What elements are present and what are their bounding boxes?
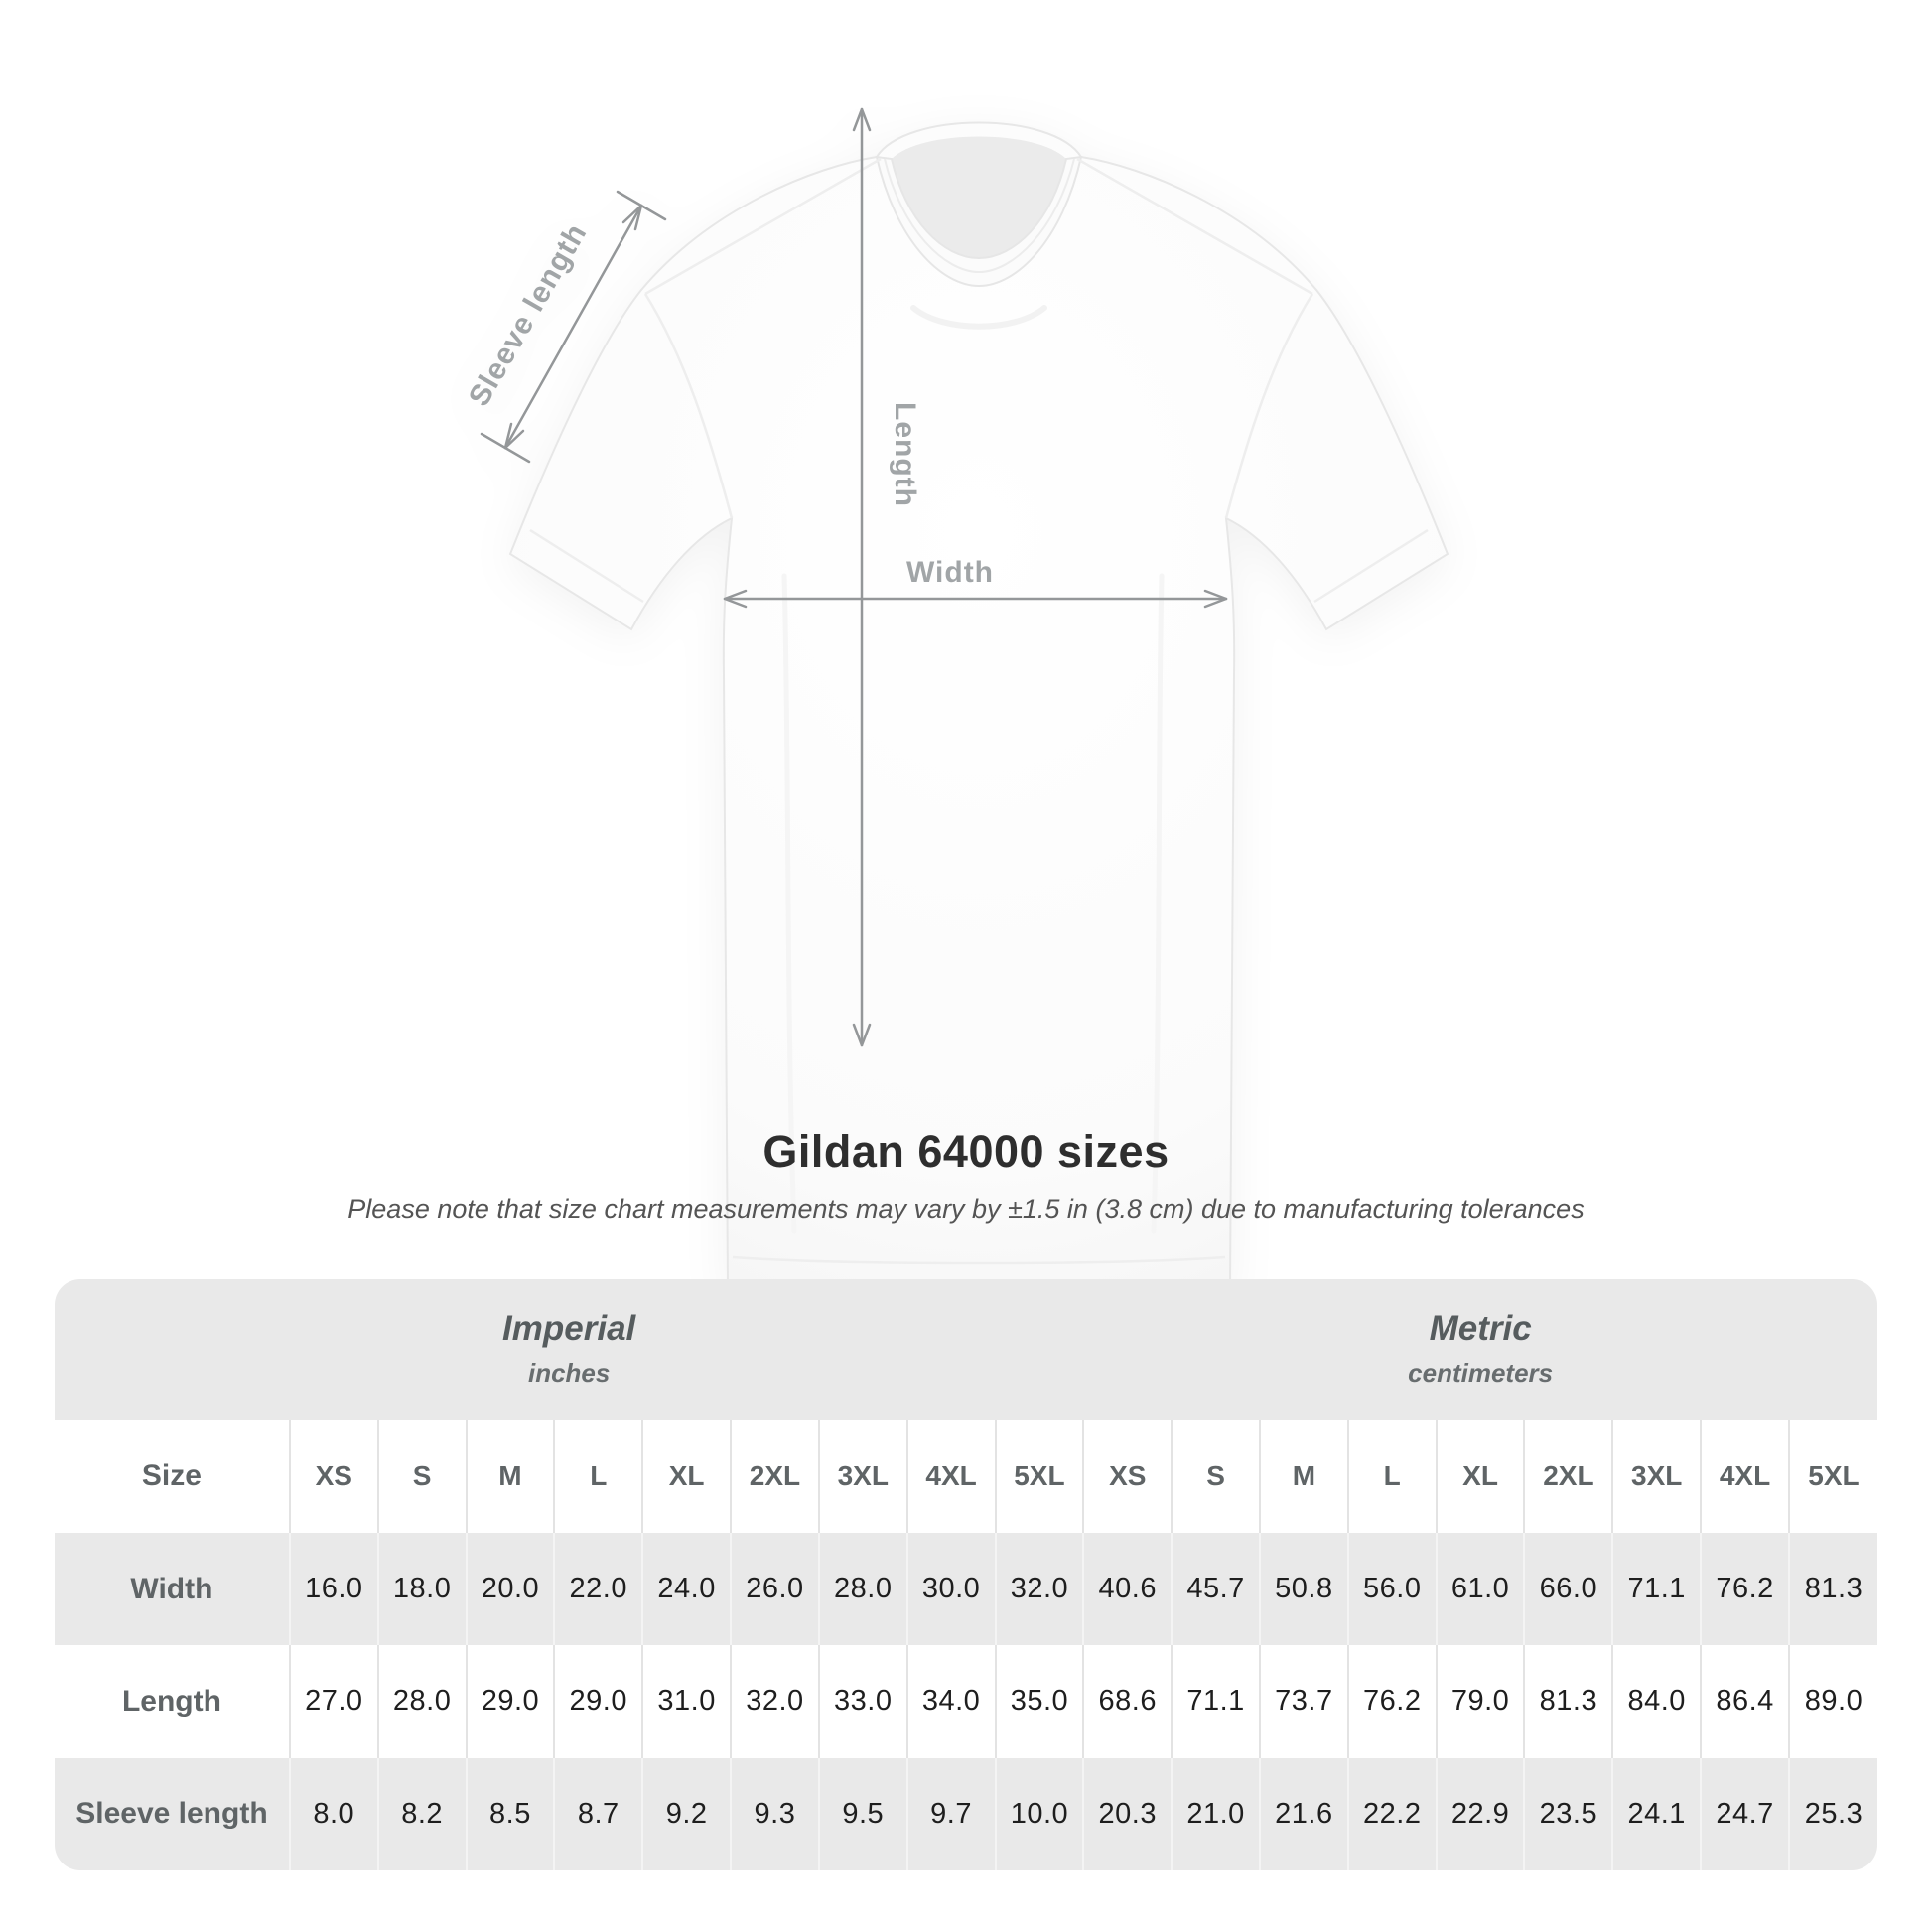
- size-table-container: [55, 1279, 1877, 1870]
- size-col-header: 3XL: [819, 1420, 907, 1532]
- measurement-cell: 34.0: [907, 1645, 996, 1757]
- size-header-row: [55, 1420, 1877, 1532]
- row-header-label: Length: [55, 1645, 290, 1757]
- size-col-header: XL: [642, 1420, 731, 1532]
- measurement-cell: 45.7: [1172, 1533, 1260, 1645]
- unit-group-sublabel: inches: [527, 1358, 611, 1389]
- unit-band-row: [55, 1279, 1877, 1420]
- measurement-cell: 61.0: [1437, 1533, 1525, 1645]
- table-row: [55, 1645, 1877, 1757]
- measurement-cell: 22.0: [554, 1533, 642, 1645]
- size-col-header: 3XL: [1612, 1420, 1701, 1532]
- tolerance-note: Please note that size chart measurements may vary by ±1.5 in (3.8 cm) due to manufacturing tolerances: [347, 1194, 1585, 1224]
- measurement-cell: 20.0: [467, 1533, 555, 1645]
- measurement-cell: 66.0: [1524, 1533, 1612, 1645]
- unit-group-imperial: [55, 1279, 1083, 1420]
- measurement-cell: 56.0: [1348, 1533, 1437, 1645]
- size-col-header: 4XL: [907, 1420, 996, 1532]
- length-label: Length: [889, 402, 921, 507]
- measurement-cell: 29.0: [467, 1645, 555, 1757]
- measurement-cell: 24.7: [1701, 1758, 1789, 1870]
- measurement-cell: 22.2: [1348, 1758, 1437, 1870]
- unit-group-label: Imperial: [502, 1310, 636, 1349]
- measurement-cell: 9.7: [907, 1758, 996, 1870]
- measurement-cell: 71.1: [1172, 1645, 1260, 1757]
- measurement-cell: 20.3: [1083, 1758, 1172, 1870]
- measurement-cell: 26.0: [731, 1533, 819, 1645]
- row-header-label: Width: [55, 1533, 290, 1645]
- measurement-cell: 9.5: [819, 1758, 907, 1870]
- measurement-cell: 68.6: [1083, 1645, 1172, 1757]
- measurement-cell: 16.0: [290, 1533, 378, 1645]
- measurement-cell: 23.5: [1524, 1758, 1612, 1870]
- measurement-cell: 29.0: [554, 1645, 642, 1757]
- measurement-cell: 21.6: [1260, 1758, 1348, 1870]
- measurement-cell: 8.7: [554, 1758, 642, 1870]
- measurement-cell: 31.0: [642, 1645, 731, 1757]
- size-col-header: 5XL: [996, 1420, 1084, 1532]
- size-col-header: 2XL: [731, 1420, 819, 1532]
- measurement-cell: 81.3: [1524, 1645, 1612, 1757]
- measurement-cell: 22.9: [1437, 1758, 1525, 1870]
- page-title: Gildan 64000 sizes: [762, 1126, 1170, 1176]
- unit-group-sublabel: centimeters: [1408, 1358, 1554, 1389]
- measurement-cell: 25.3: [1789, 1758, 1877, 1870]
- measurement-cell: 8.0: [290, 1758, 378, 1870]
- measurement-cell: 40.6: [1083, 1533, 1172, 1645]
- measurement-cell: 86.4: [1701, 1645, 1789, 1757]
- measurement-cell: 32.0: [996, 1533, 1084, 1645]
- size-col-header: L: [554, 1420, 642, 1532]
- measurement-cell: 50.8: [1260, 1533, 1348, 1645]
- unit-group-metric: [1083, 1279, 1877, 1420]
- measurement-cell: 30.0: [907, 1533, 996, 1645]
- measurement-cell: 21.0: [1172, 1758, 1260, 1870]
- measurement-cell: 81.3: [1789, 1533, 1877, 1645]
- measurement-cell: 24.1: [1612, 1758, 1701, 1870]
- row-header-label: Sleeve length: [55, 1758, 290, 1870]
- size-col-header: 4XL: [1701, 1420, 1789, 1532]
- measurement-cell: 8.2: [378, 1758, 467, 1870]
- size-col-header: S: [1172, 1420, 1260, 1532]
- measurement-cell: 33.0: [819, 1645, 907, 1757]
- size-col-header: XS: [1083, 1420, 1172, 1532]
- measurement-cell: 76.2: [1348, 1645, 1437, 1757]
- table-row: [55, 1533, 1877, 1645]
- measurement-cell: 35.0: [996, 1645, 1084, 1757]
- unit-group-label: Metric: [1429, 1310, 1532, 1349]
- size-col-header: M: [467, 1420, 555, 1532]
- measurement-cell: 84.0: [1612, 1645, 1701, 1757]
- size-col-header: L: [1348, 1420, 1437, 1532]
- size-col-header: 5XL: [1789, 1420, 1877, 1532]
- size-header-label: Size: [55, 1420, 290, 1532]
- width-label: Width: [905, 556, 995, 589]
- size-col-header: XS: [290, 1420, 378, 1532]
- sleeve-length-label: Sleeve length: [462, 217, 594, 412]
- tshirt-silhouette: [510, 123, 1448, 1296]
- size-table: [55, 1279, 1877, 1870]
- measurement-cell: 8.5: [467, 1758, 555, 1870]
- size-col-header: XL: [1437, 1420, 1525, 1532]
- measurement-cell: 79.0: [1437, 1645, 1525, 1757]
- size-col-header: M: [1260, 1420, 1348, 1532]
- measurement-cell: 71.1: [1612, 1533, 1701, 1645]
- measurement-cell: 76.2: [1701, 1533, 1789, 1645]
- measurement-cell: 28.0: [819, 1533, 907, 1645]
- measurement-cell: 32.0: [731, 1645, 819, 1757]
- measurement-cell: 89.0: [1789, 1645, 1877, 1757]
- measurement-cell: 9.3: [731, 1758, 819, 1870]
- size-col-header: 2XL: [1524, 1420, 1612, 1532]
- measurement-cell: 27.0: [290, 1645, 378, 1757]
- measurement-cell: 24.0: [642, 1533, 731, 1645]
- measurement-cell: 9.2: [642, 1758, 731, 1870]
- measurement-cell: 10.0: [996, 1758, 1084, 1870]
- measurement-cell: 18.0: [378, 1533, 467, 1645]
- measurement-cell: 73.7: [1260, 1645, 1348, 1757]
- table-row: [55, 1758, 1877, 1870]
- size-col-header: S: [378, 1420, 467, 1532]
- measurement-cell: 28.0: [378, 1645, 467, 1757]
